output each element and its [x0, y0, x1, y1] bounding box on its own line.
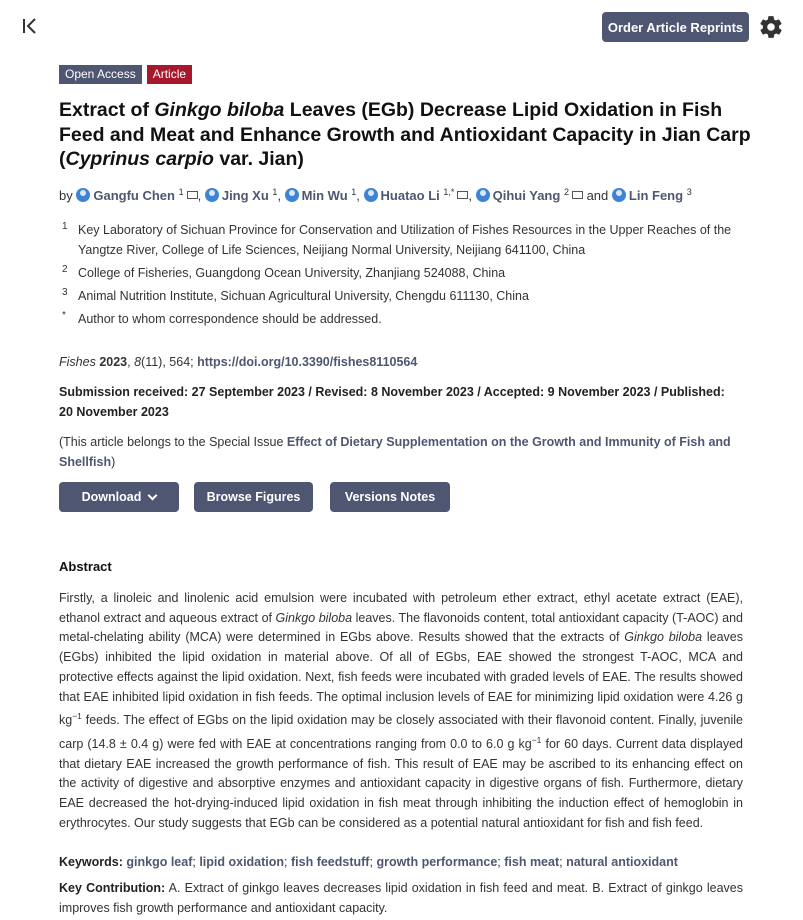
download-button[interactable] [59, 482, 179, 512]
citation-volume: 8 [134, 355, 142, 369]
abstract-segment: leaves (EGbs) inhibited the lipid oxidation in material above. Of all of EGbs, EAE showed the strongest T-AOC, MCA and protective effects against the lipid oxidation. Next, fish feeds were incubated with graded levels of EAE. The results showed that EAE inhibited lipid oxidation in fish feeds. The optimal inclusion levels of EAE for minimizing lipid oxidation were 4.26 g kg [59, 630, 743, 728]
title-species: Cyprinus carpio [65, 148, 214, 170]
key-contribution-text: A. Extract of ginkgo leaves decreases lipid oxidation in fish feed and meat. B. Extract of ginkgo leaves improves fish growth performance and antioxidant capacity. [59, 881, 743, 915]
publication-dates: Submission received: 27 September 2023 / Revised: 8 November 2023 / Accepted: 9 November 2023 / Published: 20 November 2023 [59, 385, 725, 419]
citation-issue: (11) [141, 355, 163, 369]
keyword-link[interactable]: fish meat [504, 855, 560, 869]
keyword-link[interactable]: ginkgo leaf [126, 855, 193, 869]
mail-icon[interactable] [572, 191, 583, 199]
article-type-badge: Article [147, 65, 192, 84]
special-issue-note [59, 432, 749, 472]
author-link[interactable]: Lin Feng [628, 188, 684, 203]
keyword-link[interactable]: lipid oxidation [199, 855, 285, 869]
key-contribution-label: Key Contribution: [59, 881, 166, 895]
affiliation-number: * [62, 310, 66, 321]
title-part: Extract of [59, 99, 155, 121]
and-label: and [586, 188, 609, 203]
article-actions [59, 482, 450, 512]
abstract-species: Ginkgo biloba [275, 610, 353, 625]
gear-icon[interactable] [758, 14, 784, 40]
author-link[interactable]: Qihui Yang [492, 188, 561, 203]
abstract-superscript: −1 [72, 711, 82, 722]
affiliation-number: 3 [62, 287, 68, 298]
keywords-label: Keywords: [59, 855, 123, 869]
author-link[interactable]: Jing Xu [221, 188, 269, 203]
download-label: Download [81, 490, 142, 504]
affiliation-text: Author to whom correspondence should be addressed. [78, 312, 382, 326]
avatar-icon [612, 188, 626, 202]
author-link[interactable]: Huatao Li [380, 188, 440, 203]
affiliation-item [62, 263, 742, 283]
collapse-left-icon[interactable] [20, 14, 42, 38]
author-affiliation-sup: 1 [178, 187, 184, 197]
affiliation-text: Key Laboratory of Sichuan Province for Conservation and Utilization of Fishes Resources in the Upper Reaches of the Yangtze River, College of Life Sciences, Neijiang Normal University, Neijiang 641100, China [78, 223, 732, 257]
author-affiliation-sup: 1 [351, 187, 357, 197]
article-badges [59, 65, 192, 84]
abstract-superscript: −1 [531, 734, 542, 745]
avatar-icon [364, 188, 378, 202]
avatar-icon [76, 188, 90, 202]
citation: Fishes 2023, 8(11), 564; https://doi.org/10.3390/fishes8110564 [59, 355, 418, 369]
abstract-segment: for 60 days. Current data displayed that dietary EAE increased the growth performance of fish. This result of EAE may be ascribed to its enhancing effect on the activity of digestive and absorptive enzymes and antioxidant capacity in digestive organs of fish. Furthermore, dietary EAE decreased the hot-drying-induced lipid oxidation in fish meat through inhibiting the induction effect of hemoglobin in erythrocytes. Our study suggests that EGb can be considered as a potential natural antioxidant for fish and fish feed. [59, 736, 743, 830]
special-issue-suffix: ) [111, 455, 116, 469]
citation-article: , 564; [162, 355, 198, 369]
title-species: Ginkgo biloba [154, 99, 285, 121]
doi-link[interactable]: https://doi.org/10.3390/fishes8110564 [197, 355, 418, 369]
abstract-segment: leaves. The flavonoids content, total antioxidant capacity (T-AOC) and metal-chelating ability (MCA) were determined in EGbs above. Results showed that the extracts of [59, 610, 743, 645]
versions-notes-button[interactable]: Versions Notes [330, 482, 450, 512]
by-label: by [59, 188, 73, 203]
avatar-icon [205, 188, 219, 202]
affiliation-item [62, 220, 742, 260]
special-issue-link[interactable]: Effect of Dietary Supplementation on the Growth and Immunity of Fish and Shellfish [59, 435, 731, 469]
affiliation-number: 1 [62, 221, 68, 232]
avatar-icon [285, 188, 299, 202]
title-part: var. Jian) [213, 148, 304, 170]
special-issue-prefix: (This article belongs to the Special Issue [59, 435, 287, 449]
abstract-species: Ginkgo biloba [624, 630, 703, 645]
author-affiliation-sup: 2 [563, 187, 569, 197]
mail-icon[interactable] [457, 191, 468, 199]
abstract-text [59, 589, 743, 833]
affiliations [62, 220, 742, 332]
key-contribution [59, 878, 743, 918]
author-list: by Gangfu Chen $^1$ , Jing Xu $^1$, Min Wu $^1$, Huatao Li $^{1,*}$ , Qihui Yang $^2$ and Lin Feng $^3$ [59, 187, 692, 203]
journal-name: Fishes [59, 355, 96, 369]
affiliation-text: College of Fisheries, Guangdong Ocean University, Zhanjiang 524088, China [78, 266, 506, 280]
author-affiliation-sup: 1 [272, 187, 278, 197]
abstract-heading: Abstract [59, 559, 112, 574]
keyword-link[interactable]: fish feedstuff [291, 855, 370, 869]
article-title [59, 98, 759, 172]
mail-icon[interactable] [187, 191, 198, 199]
citation-year: 2023 [99, 355, 128, 369]
browse-figures-button[interactable]: Browse Figures [194, 482, 313, 512]
author-affiliation-sup: 1,* [443, 187, 455, 197]
affiliation-item [62, 286, 742, 306]
avatar-icon [476, 188, 490, 202]
affiliation-text: Animal Nutrition Institute, Sichuan Agricultural University, Chengdu 611130, China [78, 289, 529, 303]
affiliation-number: 2 [62, 264, 68, 275]
abstract-segment: Firstly, a linoleic and linolenic acid emulsion were incubated with petroleum ether extract, ethyl acetate extract (EAE), ethanol extract and aqueous extract of [59, 591, 743, 625]
title-part: Leaves (EGb) Decrease Lipid Oxidation in Fish Feed and Meat and Enhance Growth and Antioxidant Capacity in Jian Carp ( [59, 99, 751, 170]
keyword-link[interactable]: growth performance [376, 855, 498, 869]
order-reprints-button[interactable]: Order Article Reprints [602, 12, 749, 42]
keyword-link[interactable]: natural antioxidant [566, 855, 678, 869]
author-link[interactable]: Min Wu [301, 188, 348, 203]
open-access-badge: Open Access [59, 65, 142, 84]
affiliation-item [62, 309, 742, 329]
chevron-down-icon [148, 490, 158, 500]
keywords: Keywords: ginkgo leaf; lipid oxidation; fish feedstuff; growth performance; fish meat; natural antioxidant [59, 855, 678, 869]
author-link[interactable]: Gangfu Chen [93, 188, 175, 203]
abstract-segment: feeds. The effect of EGbs on the lipid oxidation may be closely associated with their flavonoid content. Finally, juvenile carp (14.8 ± 0.4 g) were fed with EAE at concentrations ranging from 0.0 to 6.0 g kg [59, 713, 743, 751]
author-affiliation-sup: 3 [686, 187, 692, 197]
